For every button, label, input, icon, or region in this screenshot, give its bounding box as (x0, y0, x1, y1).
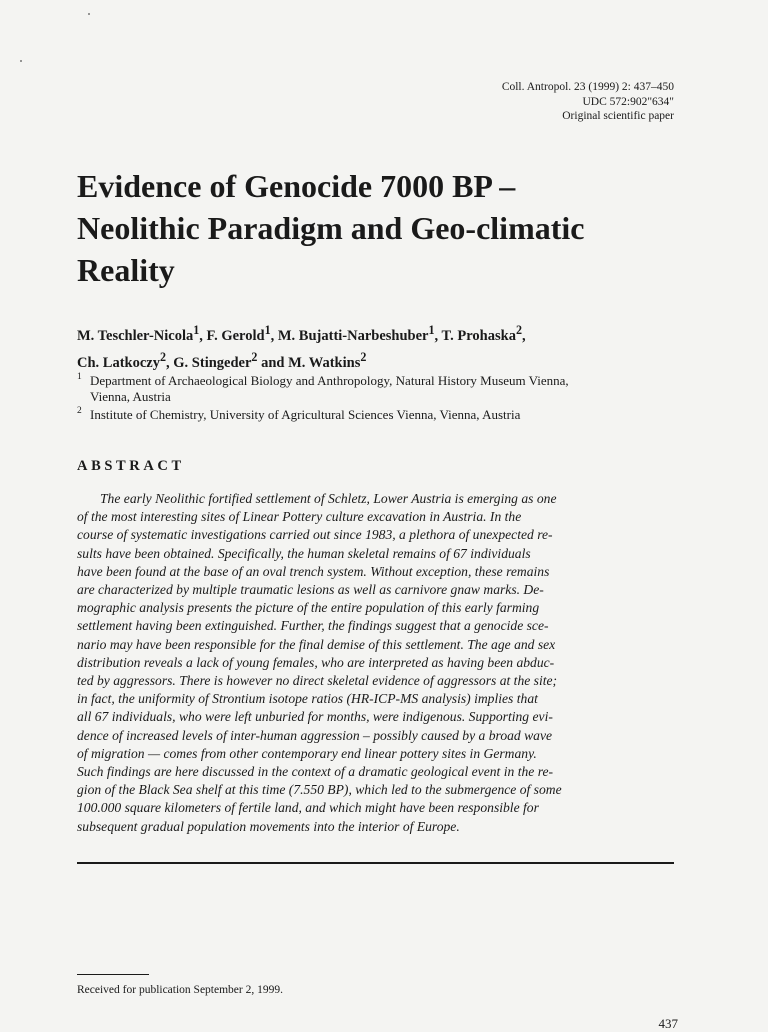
page-number: 437 (658, 1016, 678, 1031)
abstract-line: of migration — comes from other contemporary end linear pottery sites in Germany. (77, 745, 537, 761)
title-line: Neolithic Paradigm and Geo-climatic (77, 210, 585, 246)
abstract-line: of the most interesting sites of Linear Pottery culture excavation in Austria. In the (77, 509, 522, 525)
abstract-line: settlement having been extinguished. Further, the findings suggest that a genocide sce- (77, 618, 549, 634)
author-name: M. Teschler-Nicola (77, 327, 194, 344)
author-name: M. Watkins (288, 354, 361, 371)
abstract-line: are characterized by multiple traumatic lesions as well as carnivore gnaw marks. De- (77, 582, 544, 598)
abstract-line: ted by aggressors. There is however no direct skeletal evidence of aggressors at the site; (77, 673, 558, 689)
abstract-line: 100.000 square kilometers of fertile land, and which might have been responsible for (77, 800, 539, 816)
title-line: Evidence of Genocide 7000 BP – (77, 168, 516, 204)
affiliation-item (77, 373, 697, 405)
affiliation-number: 1 (77, 372, 82, 382)
abstract-text (77, 490, 675, 836)
abstract-line: Such findings are here discussed in the context of a dramatic geological event in the re- (77, 764, 554, 780)
author-name: M. Bujatti-Narbeshuber (277, 327, 429, 344)
udc-code: UDC 572:902"634" (582, 95, 674, 108)
abstract-line: in fact, the uniformity of Strontium isotope ratios (HR-ICP-MS analysis) implies that (77, 691, 538, 707)
author-affil-sup: 2 (251, 349, 258, 364)
abstract-heading: ABSTRACT (77, 458, 185, 474)
author-affil-sup: 2 (515, 323, 522, 337)
author-affil-sup: 2 (360, 349, 367, 364)
abstract-line: nario may have been responsible for the final demise of this settlement. The age and sex (77, 636, 556, 652)
affiliation-item (77, 407, 697, 423)
author-list (77, 320, 697, 374)
scan-speck (20, 60, 22, 62)
paper-title (77, 165, 697, 291)
abstract-line: sults have been obtained. Specifically, the human skeletal remains of 67 individuals (77, 545, 531, 561)
affiliation-text: Vienna, Austria (90, 389, 171, 404)
affiliation-number: 2 (77, 406, 82, 416)
abstract-line: gion of the Black Sea shelf at this time (7.550 BP), which led to the submergence of some (77, 782, 562, 798)
section-divider (77, 862, 674, 864)
author-line: M. Teschler-Nicola$^1$, F. Gerold$^1$, M. Bujatti-Narbeshuber$^1$, T. Prohaska$^2$, (77, 323, 526, 344)
author-name: F. Gerold (206, 327, 265, 344)
affiliation-text: Institute of Chemistry, University of Agricultural Sciences Vienna, Vienna, Austria (90, 407, 521, 422)
author-line: Ch. Latkoczy$^2$, G. Stingeder$^2$ and M. Watkins$^2$ (77, 349, 367, 371)
author-name: Ch. Latkoczy (77, 354, 160, 371)
received-date-footnote: Received for publication September 2, 1999. (77, 984, 283, 996)
publication-meta (502, 80, 674, 124)
abstract-line: course of systematic investigations carried out since 1983, a plethora of unexpected re- (77, 527, 553, 543)
author-affil-sup: 1 (428, 323, 435, 337)
journal-citation: Coll. Antropol. 23 (1999) 2: 437–450 (501, 81, 674, 93)
footnote-divider (77, 974, 149, 975)
title-line: Reality (77, 252, 175, 288)
author-affil-sup: 1 (193, 323, 200, 337)
abstract-line: mographic analysis presents the picture of the entire population of this early farming (77, 600, 540, 616)
abstract-line: distribution reveals a lack of young females, who are interpreted as having been abduc- (77, 654, 555, 670)
abstract-line: all 67 individuals, who were left unburied for months, were indigenous. Supporting evi- (77, 709, 553, 725)
scan-speck (88, 13, 90, 15)
author-affil-sup: 2 (159, 349, 167, 364)
abstract-line: dence of increased levels of inter-human aggression – possibly caused by a broad wave (77, 727, 553, 743)
author-affil-sup: 1 (264, 323, 271, 337)
affiliations (77, 373, 697, 425)
abstract-line: have been found at the base of an oval trench system. Without exception, these remains (77, 563, 550, 579)
author-name: T. Prohaska (441, 327, 516, 344)
abstract-line: subsequent gradual population movements into the interior of Europe. (77, 818, 460, 834)
abstract-line: The early Neolithic fortified settlement of Schletz, Lower Austria is emerging as one (100, 491, 557, 506)
affiliation-text: Department of Archaeological Biology and Anthropology, Natural History Museum Vienna, (90, 373, 569, 388)
paper-type: Original scientific paper (562, 110, 674, 122)
author-name: G. Stingeder (173, 354, 252, 371)
